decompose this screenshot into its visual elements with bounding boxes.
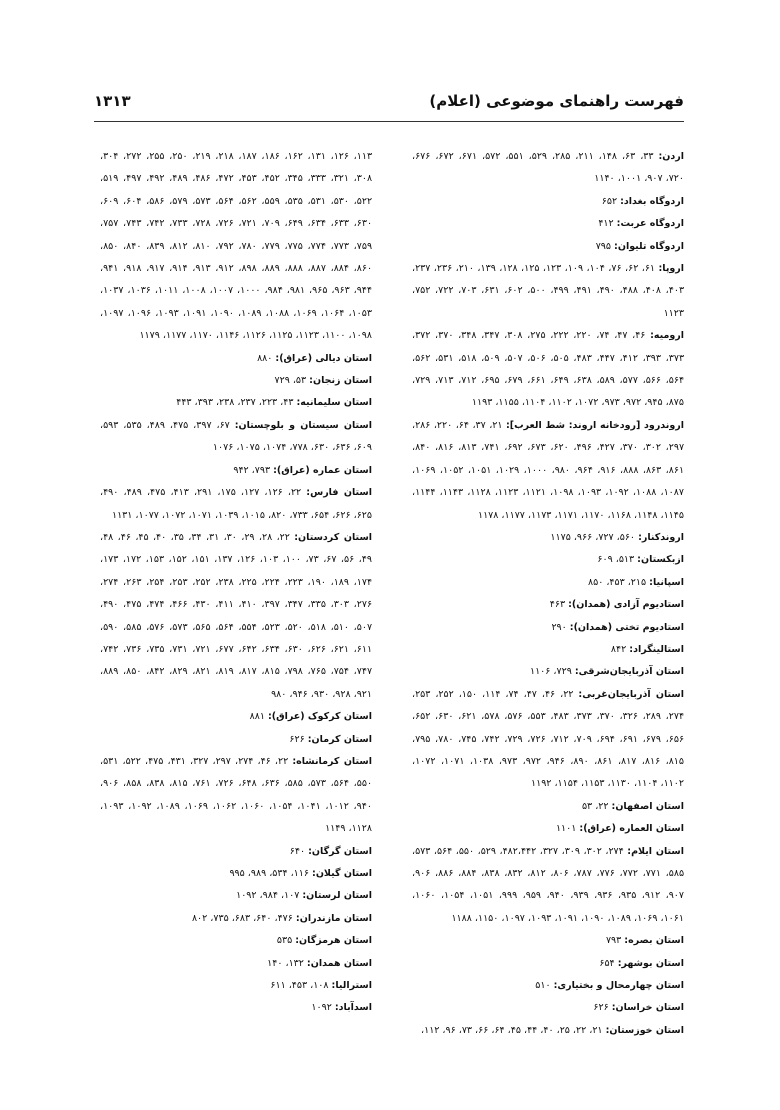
page-references: ۷۲۹، ۱۱۰۶ [529, 666, 572, 678]
index-entry [412, 639, 684, 661]
index-entry [412, 997, 684, 1019]
index-entry [100, 392, 372, 414]
index-term: استان عماره (عراق): [273, 464, 372, 476]
page-references: ۴۷۶، ۶۴۰، ۶۸۳، ۷۳۵، ۸۰۲ [191, 912, 293, 924]
index-term: استادیوم تختی (همدان): [569, 621, 684, 633]
index-term: استان کرمانشاه: [292, 755, 372, 767]
index-term: اروپا: [658, 263, 685, 275]
page-references: ۵۳۵ [276, 935, 293, 947]
index-entry [412, 213, 684, 235]
page-title: فهرست راهنمای موضوعی (اعلام) [429, 92, 684, 110]
index-term: استان کردستان: [294, 531, 373, 543]
index-entry [100, 841, 372, 863]
index-term: استان گیلان: [312, 868, 372, 879]
index-entry [412, 975, 684, 997]
index-entry [412, 572, 684, 594]
index-entry [412, 841, 684, 931]
page-references: ۴۶، ۴۷، ۷۴، ۲۲۰، ۲۲۲، ۲۷۵، ۳۰۸، ۳۴۷، ۳۴۸، ۳۷۰، ۳۷۲، ۳۷۳، ۳۹۳، ۴۱۲، ۴۴۷، ۴۸۳، ۵۰۵، ۵۰۶، ۵۰۷، ۵۰۹، ۵۱۸، ۵۳۱، ۵۶۲، ۵۶۴، ۵۶۶، ۵۷۷، ۵۸۹، ۶۳۸، ۶۴۹، ۶۶۱، ۶۷۹، ۶۹۵، ۷۱۲، ۷۱۳، ۷۲۹، ۸۷۵، ۹۴۵، ۹۷۲، ۹۷۳، ۱۰۷۲، ۱۱۰۲، ۱۱۰۴، ۱۱۵۵، ۱۱۹۳ [412, 330, 685, 409]
index-term: استرالیا: [331, 980, 372, 992]
page-references: ۵۳، ۷۲۹ [274, 375, 307, 387]
index-term: استان لرستان: [302, 890, 372, 902]
index-term: اردوگاه عربت: [616, 218, 684, 230]
header-rule [94, 121, 684, 122]
index-entry [100, 863, 372, 885]
index-column-right [412, 146, 684, 1042]
index-term: اروندکنار: [638, 531, 684, 543]
index-entry [412, 818, 684, 840]
index-term: استان بوشهر: [617, 957, 684, 969]
index-entry [100, 751, 372, 841]
page-references: ۵۱۳، ۶۰۹ [597, 554, 635, 566]
index-entry [412, 549, 684, 571]
page-references: ۲۲، ۲۸، ۲۹، ۳۰، ۳۱، ۳۴، ۳۵، ۴۰، ۴۵، ۴۶، ۴۸، ۴۹، ۵۶، ۶۷، ۷۳، ۱۰۰، ۱۰۳، ۱۲۶، ۱۳۷، ۱۵۱، ۱۵۲، ۱۵۳، ۱۷۲، ۱۷۳، ۱۷۴، ۱۸۹، ۱۹۰، ۲۲۳، ۲۲۴، ۲۲۵، ۲۳۸، ۲۵۲، ۲۵۳، ۲۵۴، ۲۶۳، ۲۷۴، ۲۷۶، ۳۰۳، ۳۳۵، ۳۴۷، ۳۹۷، ۴۱۰، ۴۱۱، ۴۳۰، ۴۶۶، ۴۷۴، ۴۷۵، ۴۹۰، ۵۰۷، ۵۱۰، ۵۱۸، ۵۲۰، ۵۲۳، ۵۵۴، ۵۶۴، ۵۶۵، ۵۷۳، ۵۷۶، ۵۸۵، ۵۹۰، ۶۱۱، ۶۲۱، ۶۲۶، ۶۳۰، ۶۳۴، ۶۴۲، ۶۷۷، ۷۲۱، ۷۳۱، ۷۳۵، ۷۳۶، ۷۴۲، ۷۴۷، ۷۵۴، ۷۶۵، ۷۹۸، ۸۱۵، ۸۱۷، ۸۱۹، ۸۲۱، ۸۲۹، ۸۴۲، ۸۵۰، ۸۸۹، ۹۲۱، ۹۲۸، ۹۳۰، ۹۴۶، ۹۸۰ [100, 531, 373, 700]
page-references: ۶۵۲ [601, 195, 618, 207]
page-references: ۲۱، ۳۷، ۶۴، ۲۲۰، ۲۸۶، ۲۹۷، ۳۰۲، ۳۷۰، ۴۲۷، ۴۹۶، ۶۲۰، ۶۷۳، ۶۹۲، ۷۴۱، ۸۱۳، ۸۱۶، ۸۴۰، ۸۶۱، ۸۶۳، ۸۸۸، ۹۱۶، ۹۶۴، ۹۸۰، ۱۰۰۰، ۱۰۲۹، ۱۰۵۱، ۱۰۵۲، ۱۰۶۹، ۱۰۸۷، ۱۰۸۸، ۱۰۹۲، ۱۰۹۳، ۱۰۹۸، ۱۱۲۱، ۱۱۲۳، ۱۱۲۸، ۱۱۴۳، ۱۱۴۴، ۱۱۴۵، ۱۱۴۸، ۱۱۶۸، ۱۱۷۰، ۱۱۷۱، ۱۱۷۳، ۱۱۷۷، ۱۱۷۸ [412, 419, 685, 521]
page-references: ۱۰۹۲ [311, 1002, 332, 1014]
page-references: ۸۸۱ [249, 711, 265, 723]
page-references: ۱۱۰۱ [555, 823, 577, 835]
index-term: استان خوزستان: [605, 1024, 684, 1036]
page-references: ۴۱۲ [598, 218, 614, 230]
index-term: استان العماره (عراق): [579, 823, 684, 835]
page-references: ۱۰۸، ۴۵۳، ۶۱۱ [270, 980, 329, 992]
index-term: استان ایلام: [627, 845, 684, 857]
page-references: ۶۵۴ [599, 957, 615, 969]
page-references: ۲۲، ۴۶، ۲۷۴، ۲۹۷، ۳۲۷، ۴۳۱، ۴۷۵، ۵۲۲، ۵۳۱، ۵۵۰، ۵۶۴، ۵۷۳، ۵۸۵، ۶۳۶، ۶۴۸، ۷۲۶، ۷۶۱، ۸۱۵، ۸۳۸، ۸۵۸، ۹۰۶، ۹۴۰، ۱۰۱۲، ۱۰۴۱، ۱۰۵۴، ۱۰۶۰، ۱۰۶۲، ۱۰۶۹، ۱۰۸۹، ۱۰۹۲، ۱۰۹۳، ۱۱۲۸، ۱۱۴۹ [100, 755, 373, 835]
index-entry [412, 930, 684, 952]
index-entry [100, 146, 372, 348]
index-entry [100, 930, 372, 952]
page-references: ۲۲، ۴۶، ۴۷، ۷۴، ۱۱۴، ۱۵۰، ۲۵۲، ۲۵۳، ۲۷۴، ۲۸۹، ۳۲۶، ۳۷۰، ۳۷۳، ۴۸۳، ۵۵۳، ۵۷۶، ۵۷۸، ۶۲۱، ۶۳۰، ۶۵۲، ۶۵۶، ۶۷۹، ۶۹۱، ۶۹۴، ۷۰۹، ۷۱۲، ۷۲۶، ۷۲۹، ۷۴۲، ۷۴۵، ۷۸۰، ۷۹۵، ۸۱۵، ۸۱۶، ۸۱۷، ۸۶۱، ۸۹۰، ۹۴۶، ۹۷۲، ۹۷۳، ۱۰۳۸، ۱۰۷۱، ۱۰۷۲، ۱۱۰۲، ۱۱۰۴، ۱۱۳۰، ۱۱۵۳، ۱۱۵۴، ۱۱۹۲ [412, 688, 685, 790]
page-references: ۲۹۰ [551, 621, 567, 633]
page-references: ۲۲، ۱۲۶، ۱۲۷، ۱۷۵، ۲۹۱، ۴۱۳، ۴۷۵، ۴۸۹، ۴۹۰، ۶۲۵، ۶۲۶، ۶۵۴، ۷۳۳، ۸۲۰، ۱۰۱۵، ۱۰۳۹، ۱۰۷۱، ۱۰۷۲، ۱۰۷۷، ۱۱۳۱ [100, 487, 372, 521]
page-references: ۱۰۷، ۹۸۴، ۱۰۹۲ [236, 890, 300, 902]
index-term: اروندرود [رودخانه اروند: شط العرب]: [505, 419, 684, 431]
page-references: ۸۸۰ [257, 352, 273, 364]
index-term: استان همدان: [306, 957, 372, 969]
index-term: استالینگراد: [629, 643, 684, 655]
index-entry [100, 527, 372, 706]
index-term: استان مازندران: [295, 912, 372, 924]
index-entry [412, 527, 684, 549]
index-term: اردوگاه بغداد: [620, 195, 684, 207]
index-term: استان هرمزگان: [295, 935, 372, 947]
page-references: ۳۳، ۶۳، ۱۴۸، ۲۱۱، ۲۸۵، ۵۲۹، ۵۵۱، ۵۷۲، ۶۷۱، ۶۷۲، ۶۷۶، ۷۲۰، ۹۰۷، ۱۰۰۱، ۱۱۴۰ [412, 151, 684, 185]
index-entry [412, 953, 684, 975]
index-term: استان اصفهان: [611, 800, 684, 812]
index-entry [100, 460, 372, 482]
index-entry [100, 348, 372, 370]
index-term: استان کرکوک (عراق): [267, 711, 372, 723]
index-term: استان خراسان: [611, 1002, 684, 1014]
index-entry [100, 908, 372, 930]
index-term: استان بصره: [624, 935, 684, 947]
index-term: استان کرمان: [307, 733, 372, 745]
index-entry [100, 415, 372, 460]
page-references: ۱۱۶، ۵۳۴، ۹۸۹، ۹۹۵ [229, 868, 309, 879]
page-references: ۲۱۵، ۴۵۳، ۸۵۰ [587, 576, 647, 588]
page-references: ۲۷۴، ۳۰۲، ۳۰۹، ۳۲۷، ۴۸۲،۴۴۲، ۵۲۹، ۵۵۰، ۵۶۴، ۵۷۳، ۵۸۵، ۷۷۱، ۷۷۲، ۷۷۶، ۷۸۷، ۸۰۶، ۸۱۲، ۸۳۲، ۸۳۸، ۸۸۴، ۸۸۶، ۹۰۶، ۹۰۷، ۹۱۲، ۹۳۵، ۹۳۶، ۹۳۹، ۹۴۰، ۹۵۹، ۹۹۹، ۱۰۵۱، ۱۰۵۴، ۱۰۶۰، ۱۰۶۱، ۱۰۶۹، ۱۰۸۹، ۱۰۹۰، ۱۰۹۱، ۱۰۹۳، ۱۰۹۷، ۱۱۵۰، ۱۱۸۸ [412, 845, 685, 924]
page-references: ۶۱، ۶۲، ۷۶، ۱۰۴، ۱۰۹، ۱۲۳، ۱۲۵، ۱۲۸، ۱۳۹، ۲۱۰، ۲۳۶، ۲۳۷، ۴۰۳، ۴۰۸، ۴۸۸، ۴۹۰، ۴۹۱، ۴۹۹، ۵۰۰، ۶۰۲، ۶۳۱، ۷۰۳، ۷۲۲، ۷۵۲، ۱۱۲۳ [412, 263, 685, 319]
index-column-left [100, 146, 372, 1020]
index-term: اردوگاه تلیوان: [614, 240, 684, 252]
index-term: استان سلیمانیه: [296, 397, 372, 409]
index-term: ازبکستان: [637, 554, 684, 566]
index-entry [100, 997, 372, 1019]
index-entry [412, 146, 684, 191]
index-term: استان چهارمحال و بختیاری: [553, 980, 684, 992]
index-term: ارومیه: [650, 330, 685, 342]
index-entry [412, 796, 684, 818]
index-entry [100, 885, 372, 907]
index-entry [412, 684, 684, 796]
index-term: استان آذربایجان‌شرقی: [574, 666, 684, 678]
page-references: ۲۱، ۲۲، ۲۵، ۴۰، ۴۴، ۴۵، ۶۴، ۶۶، ۷۳، ۹۶، ۱۱۲، [421, 1024, 603, 1036]
page-references: ۵۱۰ [535, 980, 551, 992]
page-references: ۷۹۳ [605, 935, 622, 947]
page-references: ۵۶۰، ۷۲۷، ۹۶۶، ۱۱۷۵ [550, 531, 636, 543]
page-references: ۴۶۳ [549, 599, 566, 611]
index-entry [100, 975, 372, 997]
page-references: ۱۳۲، ۱۴۰ [267, 957, 304, 969]
page-references: ۶۲۶ [593, 1002, 609, 1014]
index-entry [412, 191, 684, 213]
page-references: ۸۴۲ [610, 643, 627, 655]
index-term: استادیوم آزادی (همدان): [568, 599, 684, 611]
index-entry [412, 661, 684, 683]
page-references: ۱۱۳، ۱۲۶، ۱۳۱، ۱۶۲، ۱۸۶، ۱۸۷، ۲۱۸، ۲۱۹، ۲۵۰، ۲۵۵، ۲۷۲، ۳۰۴، ۳۰۸، ۳۲۱، ۳۳۳، ۳۴۵، ۴۵۲، ۴۵۳، ۴۷۲، ۴۸۶، ۴۸۹، ۴۹۲، ۴۹۷، ۵۱۹، ۵۲۲، ۵۳۰، ۵۳۱، ۵۳۵، ۵۵۹، ۵۶۲، ۵۶۴، ۵۷۳، ۵۷۹، ۵۸۶، ۶۰۴، ۶۰۹، ۶۳۰، ۶۳۳، ۶۳۴، ۶۴۹، ۷۰۹، ۷۲۱، ۷۲۶، ۷۲۸، ۷۳۳، ۷۴۲، ۷۴۳، ۷۵۷، ۷۵۹، ۷۷۳، ۷۷۴، ۷۷۵، ۷۷۹، ۷۸۰، ۷۹۲، ۸۱۰، ۸۱۲، ۸۳۹، ۸۴۰، ۸۵۰، ۸۶۰، ۸۸۴، ۸۸۷، ۸۸۸، ۸۸۹، ۸۹۸، ۹۱۲، ۹۱۳، ۹۱۴، ۹۱۷، ۹۱۸، ۹۴۱، ۹۴۴، ۹۶۳، ۹۶۵، ۹۸۱، ۹۸۴، ۱۰۰۰، ۱۰۰۷، ۱۰۰۸، ۱۰۱۱، ۱۰۳۶، ۱۰۳۷، ۱۰۵۳، ۱۰۶۴، ۱۰۶۹، ۱۰۸۸، ۱۰۸۹، ۱۰۹۰، ۱۰۹۱، ۱۰۹۳، ۱۰۹۶، ۱۰۹۷، ۱۰۹۸، ۱۱۰۰، ۱۱۲۳، ۱۱۲۵، ۱۱۲۶، ۱۱۴۶، ۱۱۷۰، ۱۱۷۷، ۱۱۷۹ [100, 151, 373, 342]
index-entry [100, 729, 372, 751]
page-references: ۲۲، ۵۳ [581, 800, 609, 812]
index-term: استان زنجان: [309, 375, 372, 387]
page-number: ۱۳۱۳ [94, 92, 131, 110]
page-references: ۶۲۶ [289, 733, 305, 745]
page-references: ۷۹۵ [595, 240, 611, 252]
index-term: استان آذربایجان‌غربی: [578, 688, 684, 700]
index-entry [412, 617, 684, 639]
page-references: ۶۷، ۳۹۷، ۴۷۵، ۴۸۹، ۵۳۵، ۵۹۳، ۶۰۹، ۶۳۶، ۶۳۰، ۷۷۸، ۱۰۷۴، ۱۰۷۵، ۱۰۷۶ [100, 419, 372, 454]
index-entry [412, 415, 684, 527]
index-entry [412, 258, 684, 325]
index-term: اسدآباد: [334, 1002, 372, 1014]
index-term: استان سیستان و بلوچستان: [234, 419, 373, 431]
index-entry [412, 325, 684, 415]
index-term: استان دیالی (عراق): [275, 352, 372, 364]
index-entry [412, 594, 684, 616]
index-entry [100, 482, 372, 527]
page-references: ۴۳، ۲۲۳، ۲۳۷، ۲۳۸، ۳۹۳، ۴۴۳ [176, 397, 294, 409]
index-entry [100, 953, 372, 975]
index-entry [412, 236, 684, 258]
page-references: ۷۹۳، ۹۴۲ [233, 464, 271, 476]
index-entry [412, 1020, 684, 1042]
index-term: اردن: [658, 151, 684, 162]
index-entry [100, 706, 372, 728]
index-term: اسپانیا: [649, 576, 684, 588]
index-term: استان فارس: [306, 487, 372, 499]
page-header [94, 88, 684, 116]
page-references: ۶۴۰ [289, 845, 306, 857]
index-term: استان گرگان: [308, 845, 372, 857]
index-entry [100, 370, 372, 392]
